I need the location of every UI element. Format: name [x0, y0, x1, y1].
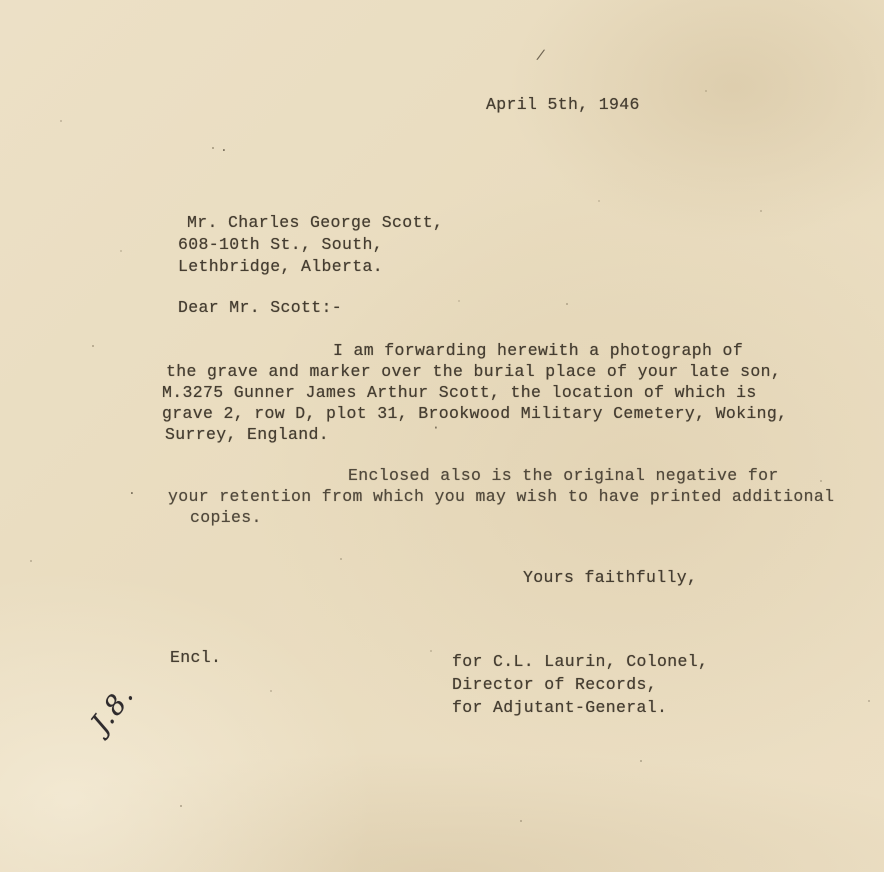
letter-date: April 5th, 1946: [486, 95, 640, 114]
salutation: Dear Mr. Scott:-: [178, 298, 343, 317]
body-paragraph2-line3: copies.: [190, 508, 262, 527]
recipient-name: Mr. Charles George Scott,: [187, 213, 444, 232]
signature-line-2: Director of Records,: [452, 675, 658, 694]
recipient-city: Lethbridge, Alberta.: [178, 257, 384, 276]
body-paragraph1-line3: M.3275 Gunner James Arthur Scott, the location of which is: [162, 383, 757, 402]
handwritten-mark: J.8.: [85, 679, 141, 739]
closing: Yours faithfully,: [523, 568, 698, 587]
body-paragraph1-line5: Surrey, England.: [165, 425, 330, 444]
body-paragraph1-line2: the grave and marker over the burial place of your late son,: [166, 362, 782, 381]
stray-pen-tick: /: [534, 47, 547, 66]
signature-line-3: for Adjutant-General.: [452, 698, 668, 717]
paper-speckles: [0, 0, 2, 2]
recipient-street: 608-10th St., South,: [178, 235, 384, 254]
body-paragraph1-line4: grave 2, row D, plot 31, Brookwood Military Cemetery, Woking,: [162, 404, 788, 423]
stray-dot: ·: [432, 420, 441, 435]
body-paragraph2-line1: Enclosed also is the original negative for: [348, 466, 779, 485]
body-paragraph1-line1: I am forwarding herewith a photograph of: [333, 341, 744, 360]
body-paragraph2-line2: your retention from which you may wish to have printed additional: [168, 487, 835, 506]
stray-dot: .: [128, 483, 137, 498]
enclosure-note: Encl.: [170, 648, 222, 667]
signature-line-1: for C.L. Laurin, Colonel,: [452, 652, 709, 671]
stray-dot: .: [220, 140, 229, 155]
